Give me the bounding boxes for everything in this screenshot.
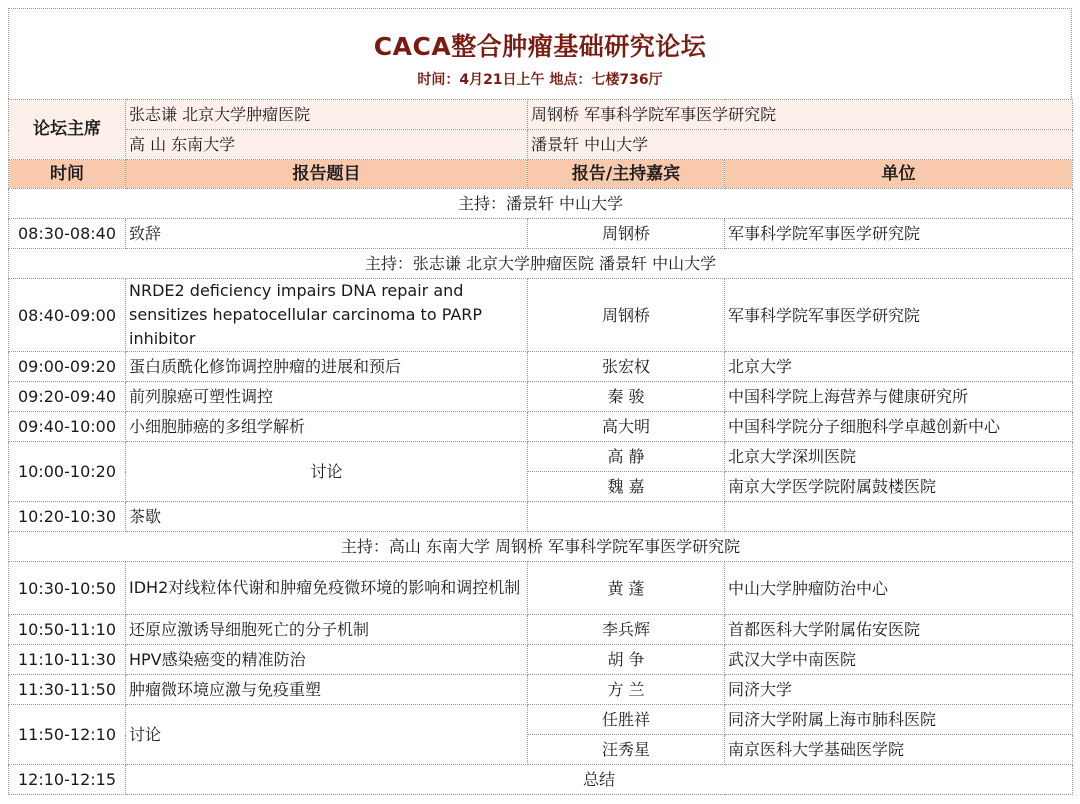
- row-topic: HPV感染癌变的精准防治: [126, 645, 528, 675]
- row-topic: 致辞: [126, 219, 528, 249]
- row-time: 11:50-12:10: [9, 705, 126, 765]
- host-row: [9, 532, 1073, 562]
- page-subtitle: 时间：4月21日上午 地点：七楼736厅: [417, 72, 663, 88]
- row-unit: 北京大学深圳医院: [725, 442, 1073, 472]
- row-unit: 军事科学院军事医学研究院: [725, 279, 1073, 352]
- chair-cell: 张志谦 北京大学肿瘤医院: [126, 100, 528, 130]
- row-unit: 中国科学院分子细胞科学卓越创新中心: [725, 412, 1073, 442]
- row-unit: 首都医科大学附属佑安医院: [725, 615, 1073, 645]
- column-header-topic: 报告题目: [126, 160, 528, 189]
- page-title: CACA整合肿瘤基础研究论坛: [373, 32, 707, 61]
- row-speaker: 汪秀星: [528, 735, 725, 765]
- chair-cell: 高 山 东南大学: [126, 130, 528, 160]
- row-time: 10:30-10:50: [9, 562, 126, 615]
- row-topic: 总结: [126, 765, 1073, 795]
- session-host: 主持：高山 东南大学 周钢桥 军事科学院军事医学研究院: [9, 532, 1073, 562]
- row-topic: IDH2对线粒体代谢和肿瘤免疫微环境的影响和调控机制: [126, 562, 528, 615]
- column-header-time: 时间: [9, 160, 126, 189]
- row-speaker: 高大明: [528, 412, 725, 442]
- table-row: [9, 645, 1073, 675]
- table-row: [9, 562, 1073, 615]
- column-header-unit: 单位: [725, 160, 1073, 189]
- row-speaker: 周钢桥: [528, 279, 725, 352]
- row-time: 09:20-09:40: [9, 382, 126, 412]
- row-speaker: 李兵辉: [528, 615, 725, 645]
- row-speaker: [528, 502, 725, 532]
- row-topic: 前列腺癌可塑性调控: [126, 382, 528, 412]
- row-time: 11:10-11:30: [9, 645, 126, 675]
- row-unit: 同济大学附属上海市肺科医院: [725, 705, 1073, 735]
- chair-row: [9, 100, 1073, 130]
- row-time: 10:50-11:10: [9, 615, 126, 645]
- row-topic: 讨论: [126, 705, 528, 765]
- table-row: [9, 219, 1073, 249]
- row-topic: 肿瘤微环境应激与免疫重塑: [126, 675, 528, 705]
- row-unit: 中国科学院上海营养与健康研究所: [725, 382, 1073, 412]
- row-unit: [725, 502, 1073, 532]
- row-speaker: 张宏权: [528, 352, 725, 382]
- row-unit: 同济大学: [725, 675, 1073, 705]
- chair-cell: 周钢桥 军事科学院军事医学研究院: [528, 100, 1073, 130]
- row-topic: 还原应激诱导细胞死亡的分子机制: [126, 615, 528, 645]
- table-row: [9, 382, 1073, 412]
- table-row: [9, 442, 1073, 472]
- row-time: 10:00-10:20: [9, 442, 126, 502]
- row-unit: 南京医科大学基础医学院: [725, 735, 1073, 765]
- column-header-speaker: 报告/主持嘉宾: [528, 160, 725, 189]
- column-header-row: [9, 160, 1073, 189]
- row-time: 12:10-12:15: [9, 765, 126, 795]
- title-block: [8, 8, 1072, 99]
- session-host: 主持：张志谦 北京大学肿瘤医院 潘景轩 中山大学: [9, 249, 1073, 279]
- row-unit: 军事科学院军事医学研究院: [725, 219, 1073, 249]
- agenda-sheet: [8, 8, 1072, 795]
- table-row: [9, 675, 1073, 705]
- row-speaker: 胡 争: [528, 645, 725, 675]
- chair-cell: 潘景轩 中山大学: [528, 130, 1073, 160]
- row-speaker: 秦 骏: [528, 382, 725, 412]
- row-unit: 武汉大学中南医院: [725, 645, 1073, 675]
- table-row: [9, 705, 1073, 735]
- row-time: 08:40-09:00: [9, 279, 126, 352]
- row-topic: 茶歇: [126, 502, 528, 532]
- host-row: [9, 249, 1073, 279]
- row-topic: 蛋白质酰化修饰调控肿瘤的进展和预后: [126, 352, 528, 382]
- row-time: 09:00-09:20: [9, 352, 126, 382]
- table-row: [9, 615, 1073, 645]
- chair-row: [9, 130, 1073, 160]
- table-row: [9, 352, 1073, 382]
- row-time: 11:30-11:50: [9, 675, 126, 705]
- table-row: [9, 279, 1073, 352]
- row-time: 09:40-10:00: [9, 412, 126, 442]
- row-speaker: 黄 蓬: [528, 562, 725, 615]
- chair-label: 论坛主席: [9, 100, 126, 160]
- row-time: 10:20-10:30: [9, 502, 126, 532]
- table-row: [9, 502, 1073, 532]
- row-unit: 北京大学: [725, 352, 1073, 382]
- row-speaker: 魏 嘉: [528, 472, 725, 502]
- table-row: [9, 765, 1073, 795]
- row-speaker: 任胜祥: [528, 705, 725, 735]
- row-unit: 南京大学医学院附属鼓楼医院: [725, 472, 1073, 502]
- row-topic: NRDE2 deficiency impairs DNA repair and sensitizes hepatocellular carcinoma to PARP inhibitor: [126, 279, 528, 352]
- agenda-table: [8, 99, 1073, 795]
- row-unit: 中山大学肿瘤防治中心: [725, 562, 1073, 615]
- row-speaker: 高 静: [528, 442, 725, 472]
- row-speaker: 方 兰: [528, 675, 725, 705]
- row-time: 08:30-08:40: [9, 219, 126, 249]
- host-row: [9, 189, 1073, 219]
- row-speaker: 周钢桥: [528, 219, 725, 249]
- session-host: 主持：潘景轩 中山大学: [9, 189, 1073, 219]
- row-topic: 小细胞肺癌的多组学解析: [126, 412, 528, 442]
- row-topic: 讨论: [126, 442, 528, 502]
- table-row: [9, 412, 1073, 442]
